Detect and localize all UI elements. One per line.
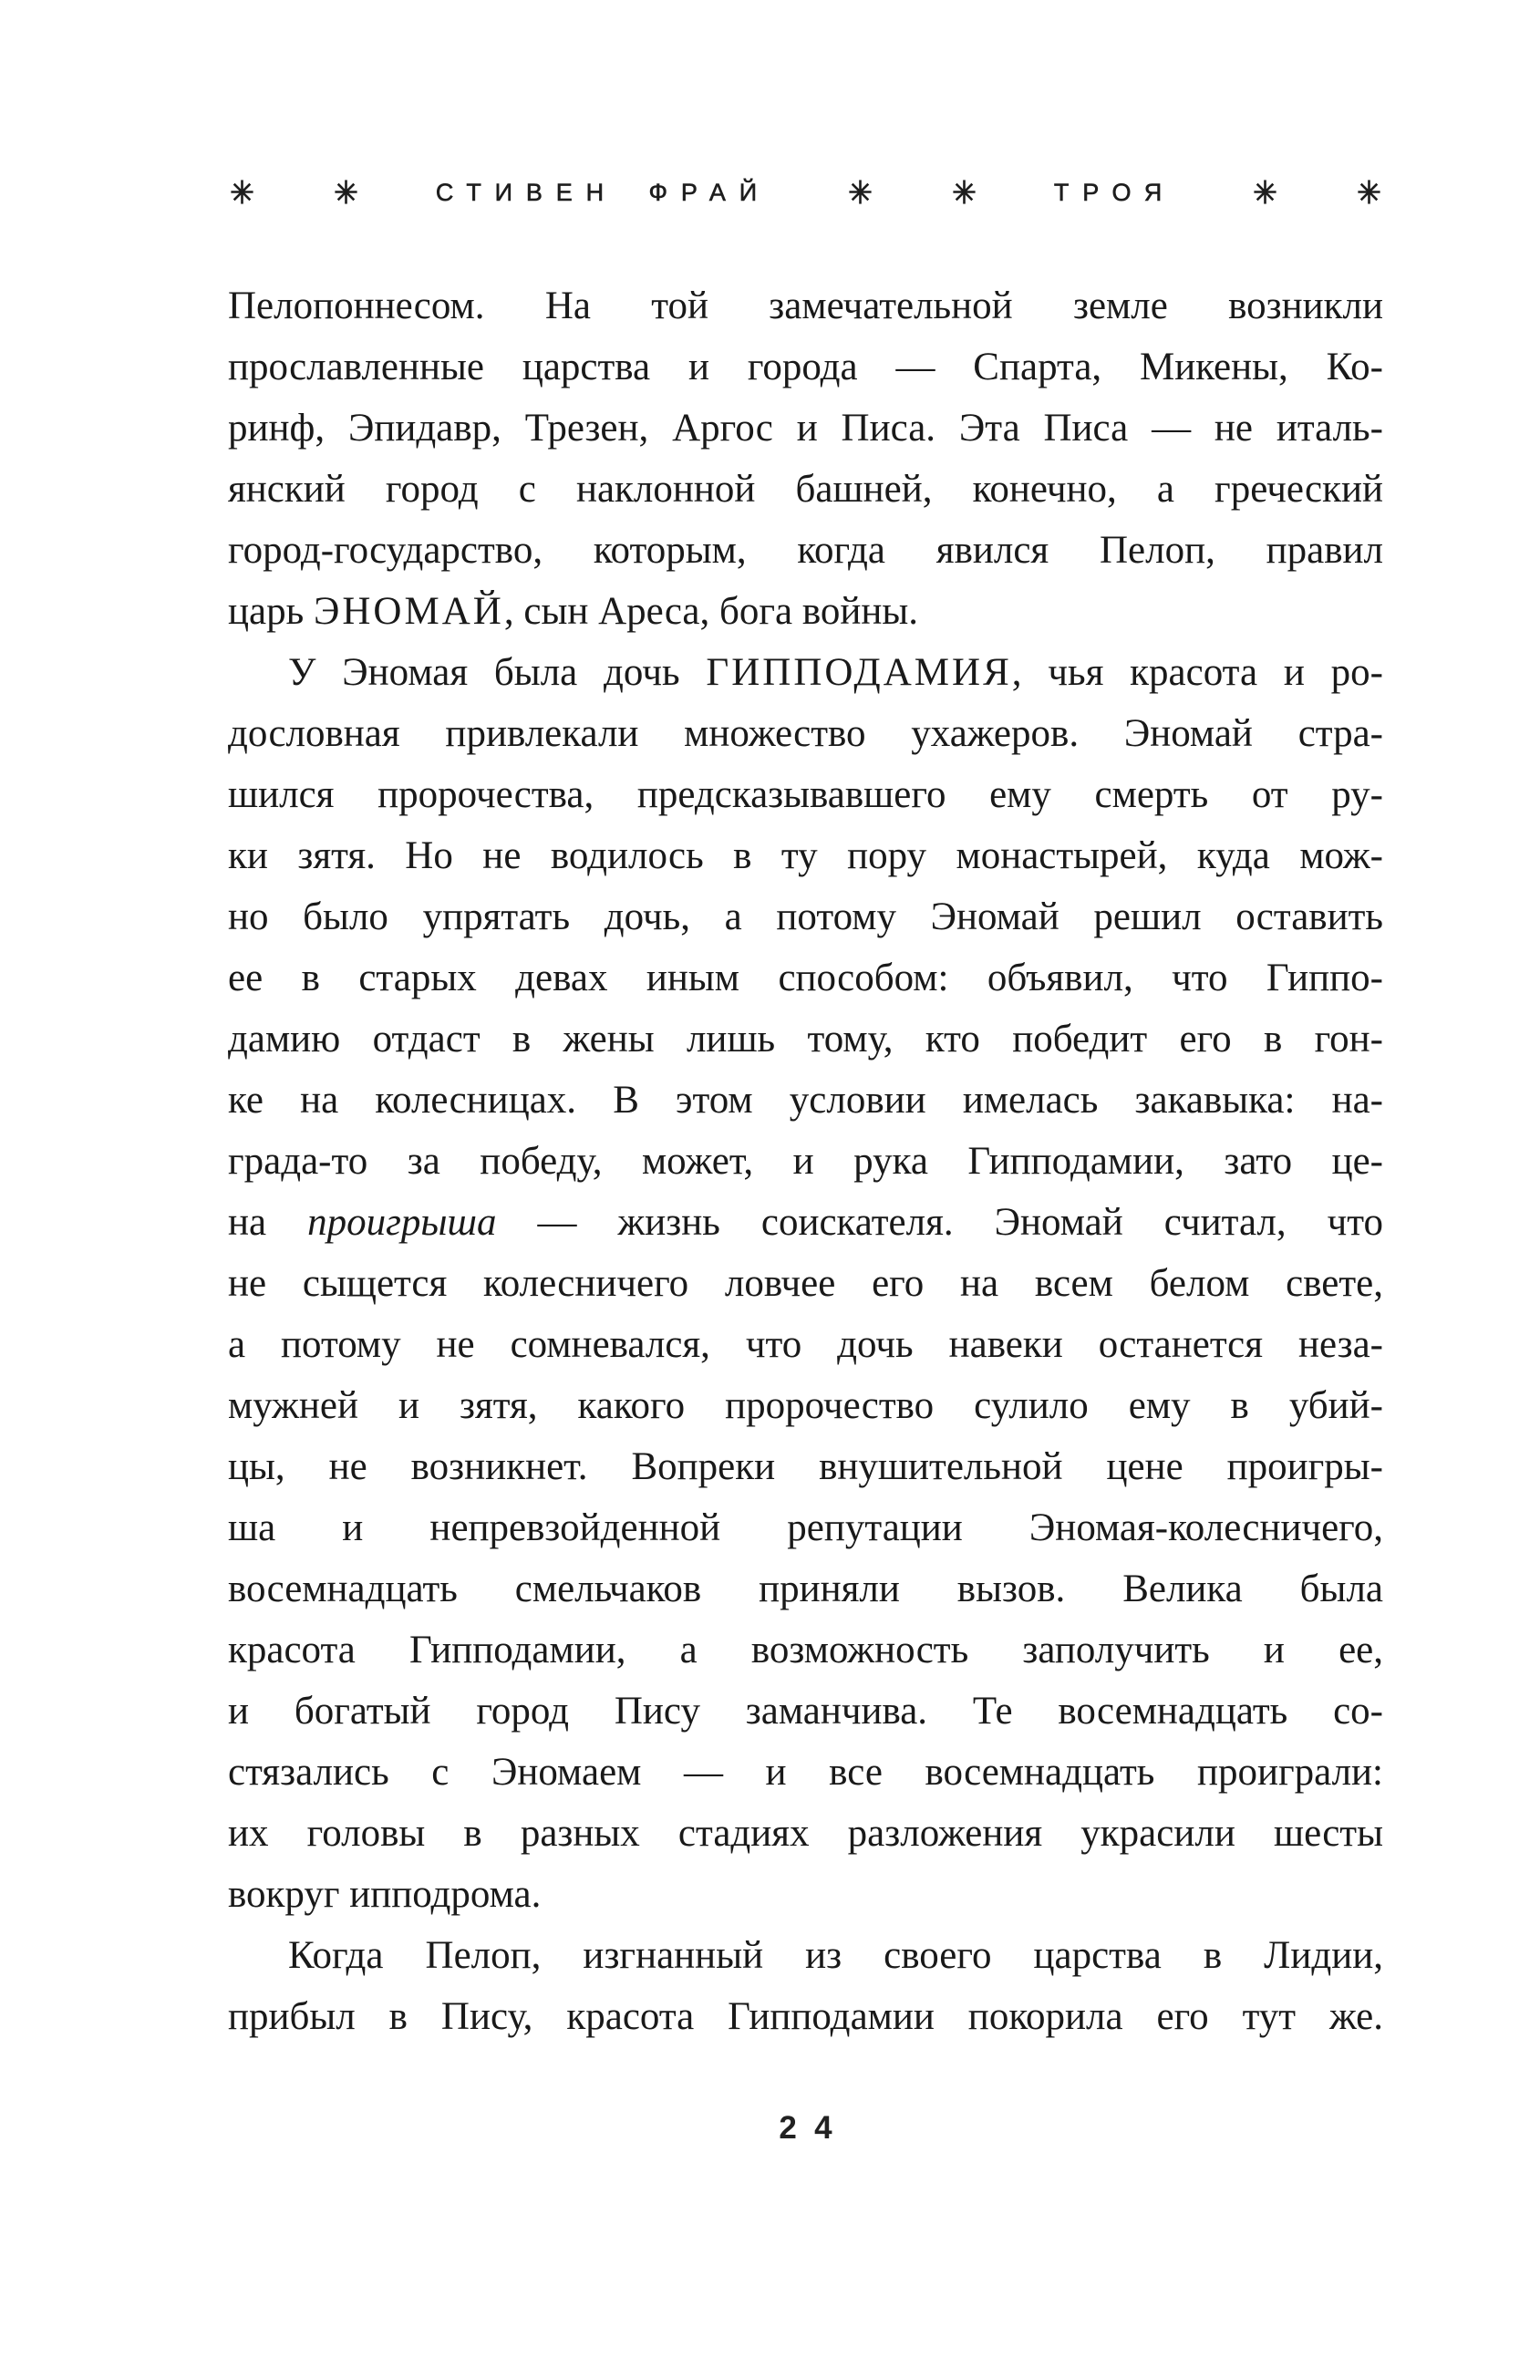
page-number: 24 <box>779 2110 850 2146</box>
asterisk-icon <box>1251 178 1279 206</box>
asterisk-icon <box>1355 178 1383 206</box>
text-line: а потому не сомневался, что дочь навеки останется неза- <box>228 1323 1383 1366</box>
text-line: дамию отдаст в жены лишь тому, кто победит его в гон- <box>228 1018 1383 1061</box>
text-line: У Эномая была дочь ГИППОДАМИЯ, чья красота и ро- <box>288 651 1384 694</box>
text-line: ки зятя. Но не водилось в ту пору монастырей, куда мож- <box>228 834 1383 877</box>
text-line: дословная привлекали множество ухажеров. Эномай стра- <box>228 712 1383 755</box>
asterisk-icon <box>846 178 874 206</box>
text-line: ша и непревзойденной репутации Эномая-колесничего, <box>228 1506 1383 1549</box>
text-line: ринф, Эпидавр, Трезен, Аргос и Писа. Эта Писа — не италь- <box>228 407 1383 450</box>
text-line: царь ЭНОМАЙ, сын Ареса, бога войны. <box>228 590 919 633</box>
header-book-title: ТРОЯ <box>1053 178 1176 206</box>
asterisk-icon <box>332 178 360 206</box>
text-line: восемнадцать смельчаков приняли вызов. Велика была <box>228 1568 1383 1610</box>
text-line: их головы в разных стадиях разложения украсили шесты <box>228 1812 1383 1855</box>
text-line: город-государство, которым, когда явился Пелоп, правил <box>228 529 1383 572</box>
text-line: шился пророчества, предсказывавшего ему смерть от ру- <box>228 773 1383 816</box>
text-line: и богатый город Пису заманчива. Те восемнадцать со- <box>228 1690 1383 1733</box>
text-line: мужней и зятя, какого пророчество сулило ему в убий- <box>228 1384 1383 1427</box>
text-line: янский город с наклонной башней, конечно, а греческий <box>228 468 1383 511</box>
text-line: ее в старых девах иным способом: объявил, что Гиппо- <box>228 957 1383 999</box>
asterisk-icon <box>950 178 978 206</box>
paragraph <box>228 275 1383 642</box>
text-line: цы, не возникнет. Вопреки внушительной цене проигры- <box>228 1445 1383 1488</box>
text-line: но было упрятать дочь, а потому Эномай решил оставить <box>228 895 1383 938</box>
text-line: вокруг ипподрома. <box>228 1873 542 1916</box>
text-line: Пелопоннесом. На той замечательной земле возникли <box>228 285 1383 327</box>
running-header <box>228 170 1383 213</box>
body-text <box>228 275 1383 2047</box>
text-line: на проигрыша — жизнь соискателя. Эномай считал, что <box>228 1201 1383 1244</box>
text-line: ке на колесницах. В этом условии имелась закавыка: на- <box>228 1079 1383 1122</box>
text-line: красота Гипподамии, а возможность заполучить и ее, <box>228 1629 1383 1671</box>
text-line: стязались с Эномаем — и все восемнадцать проиграли: <box>228 1751 1383 1794</box>
header-author: СТИВЕН ФРАЙ <box>435 178 771 206</box>
asterisk-icon <box>228 178 256 206</box>
text-line: прославленные царства и города — Спарта, Микены, Ко- <box>228 346 1383 388</box>
text-line: Когда Пелоп, изгнанный из своего царства в Лидии, <box>288 1934 1383 1977</box>
paragraph <box>228 1925 1383 2047</box>
text-line: прибыл в Пису, красота Гипподамии покорила его тут же. <box>228 1995 1383 2038</box>
text-line: не сыщется колесничего ловчее его на всем белом свете, <box>228 1262 1383 1305</box>
paragraph <box>228 642 1383 1925</box>
text-line: града-то за победу, может, и рука Гипподамии, зато це- <box>228 1140 1383 1183</box>
